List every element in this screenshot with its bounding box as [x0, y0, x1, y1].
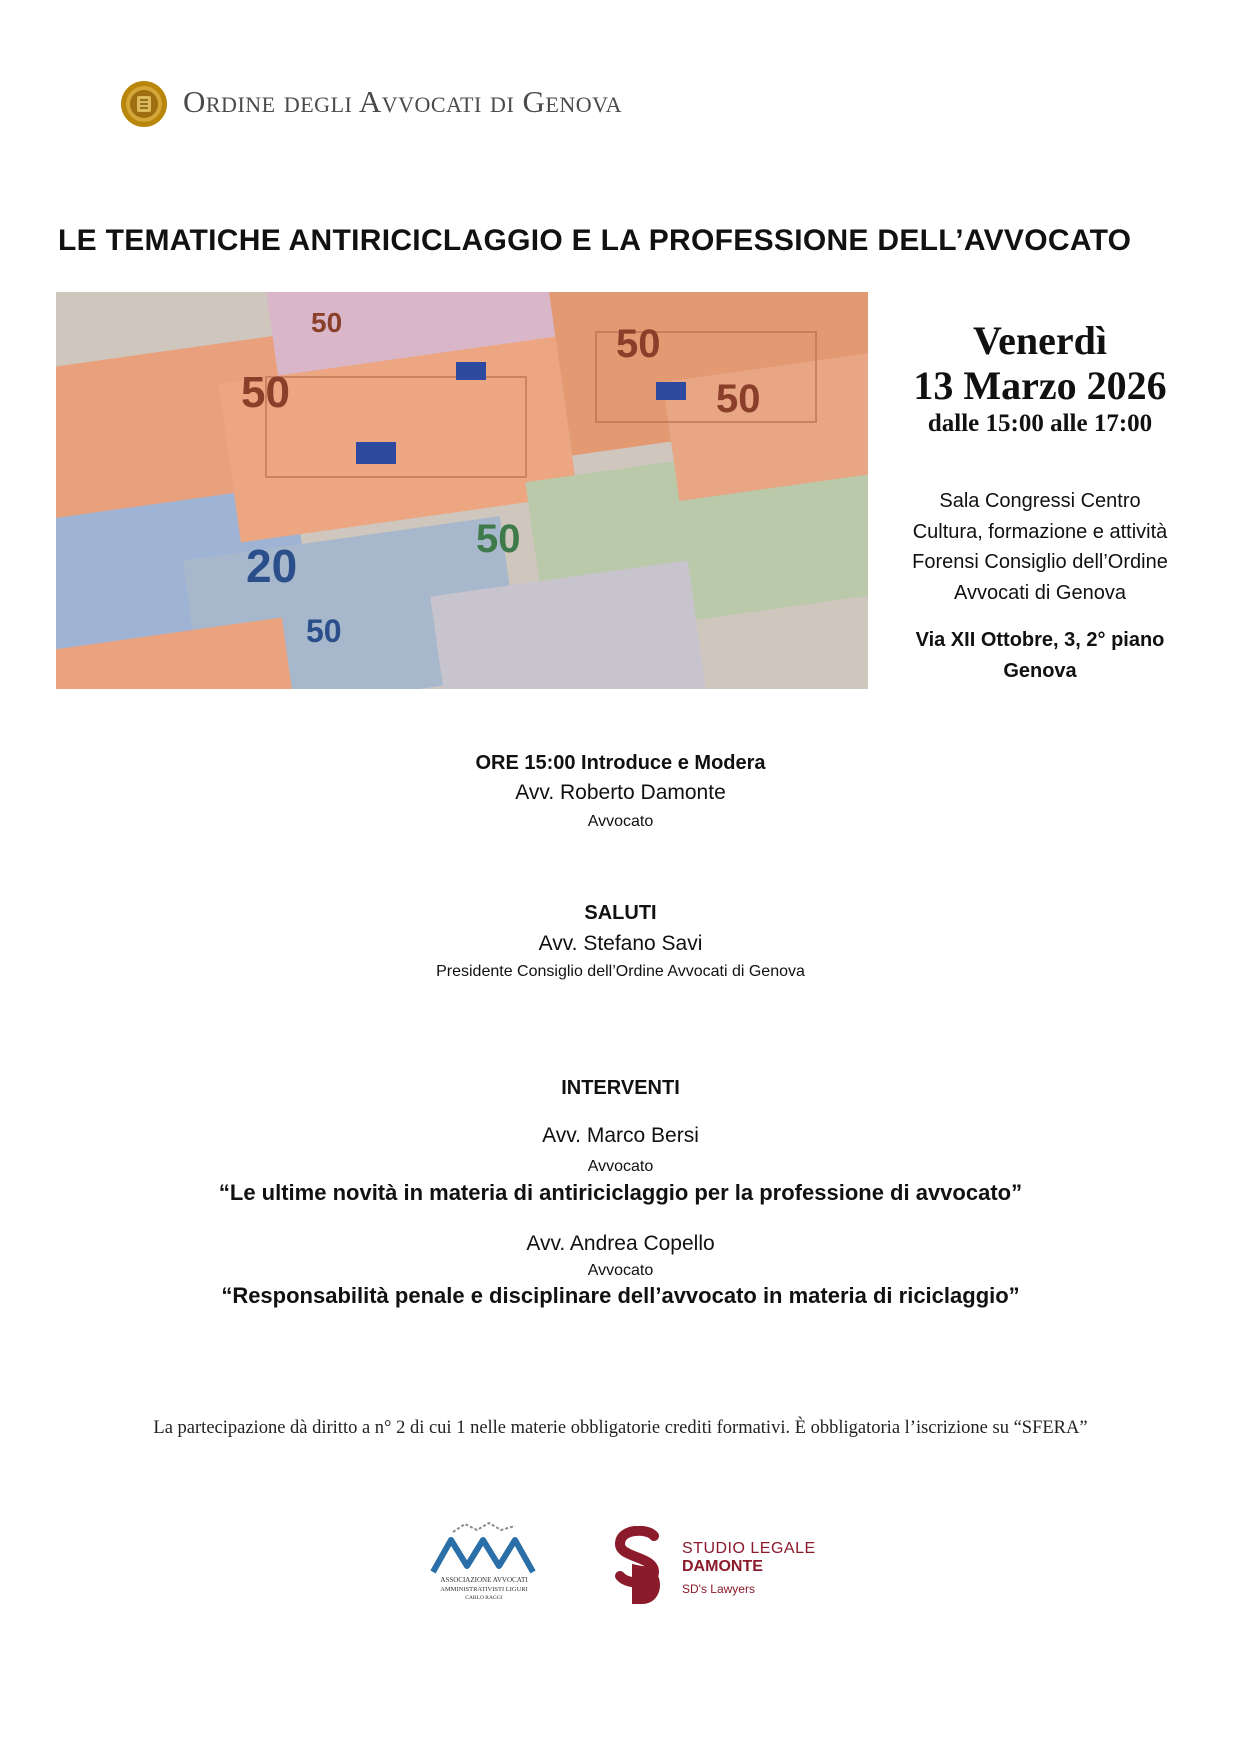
aaal-line3: CARLO RAGGI — [465, 1595, 503, 1601]
svg-text:50: 50 — [306, 613, 342, 649]
sd-wordmark — [682, 1540, 816, 1596]
address — [880, 625, 1200, 686]
event-date: 13 Marzo 2026 — [913, 363, 1167, 408]
sd-line3: SD's Lawyers — [682, 1582, 755, 1596]
talk-role: Avvocato — [587, 1262, 654, 1279]
sd-line1: STUDIO LEGALE — [682, 1540, 816, 1557]
svg-text:50: 50 — [241, 368, 290, 417]
talk-role: Avvocato — [587, 1158, 654, 1175]
address-line: Genova — [1003, 659, 1077, 682]
venue-line: Cultura, formazione e attività — [912, 520, 1168, 543]
talk-speaker: Avv. Andrea Copello — [526, 1232, 715, 1255]
svg-text:20: 20 — [246, 540, 298, 592]
intro-role: Avvocato — [587, 813, 654, 830]
saluti-role: Presidente Consiglio dell’Ordine Avvocati di Genova — [436, 963, 805, 980]
venue-line: Sala Congressi Centro — [939, 490, 1141, 512]
event-time: dalle 15:00 alle 17:00 — [927, 410, 1153, 437]
sd-line2: DAMONTE — [682, 1558, 763, 1575]
venue-line: Avvocati di Genova — [954, 581, 1126, 604]
saluti-speaker: Avv. Stefano Savi — [538, 932, 703, 955]
intro-speaker: Avv. Roberto Damonte — [515, 781, 726, 804]
svg-text:50: 50 — [476, 517, 521, 561]
date-block — [880, 318, 1200, 440]
talk-title: “Le ultime novità in materia di antiriciclaggio per la professione di avvocato” — [218, 1180, 1023, 1205]
svg-text:50: 50 — [716, 377, 761, 421]
credits-note: La partecipazione dà diritto a n° 2 di cui 1 nelle materie obbligatorie crediti formativi. È obbligatoria l’iscrizione su “SFERA” — [153, 1418, 1088, 1438]
svg-text:50: 50 — [311, 307, 343, 338]
aaal-logo — [425, 1520, 543, 1602]
talk-title: “Responsabilità penale e disciplinare dell’avvocato in materia di riciclaggio” — [221, 1283, 1020, 1308]
interventi-heading: INTERVENTI — [561, 1077, 680, 1099]
aaal-line1: ASSOCIAZIONE AVVOCATI — [440, 1576, 528, 1584]
saluti-heading: SALUTI — [584, 902, 657, 924]
event-day: Venerdì — [972, 318, 1108, 363]
sd-logo — [608, 1526, 670, 1606]
venue-line: Forensi Consiglio dell’Ordine — [912, 551, 1168, 573]
talk-speaker: Avv. Marco Bersi — [542, 1124, 699, 1147]
banknotes-photo — [56, 292, 868, 689]
org-name: Ordine degli Avvocati di Genova — [183, 84, 623, 119]
address-line: Via XII Ottobre, 3, 2° piano — [915, 629, 1165, 651]
event-title: LE TEMATICHE ANTIRICICLAGGIO E LA PROFESSIONE DELL’AVVOCATO — [58, 224, 1132, 257]
svg-text:50: 50 — [616, 322, 661, 366]
intro-heading: ORE 15:00 Introduce e Modera — [475, 752, 766, 774]
venue — [880, 486, 1200, 608]
aaal-line2: AMMINISTRATIVISTI LIGURI — [440, 1586, 528, 1593]
seal-logo — [120, 80, 168, 128]
